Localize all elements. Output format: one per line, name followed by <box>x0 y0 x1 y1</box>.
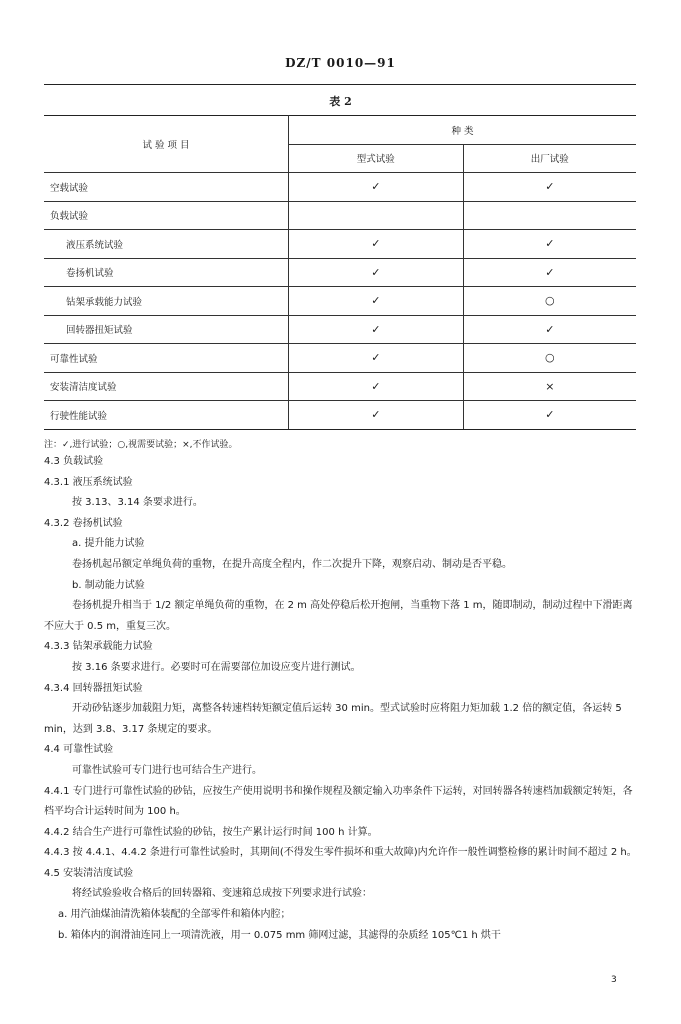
factory-mark: ✓ <box>463 230 636 259</box>
type-mark: ✓ <box>289 230 464 259</box>
col-kind-header: 种 类 <box>289 116 637 145</box>
row-name: 卷扬机试验 <box>44 258 289 287</box>
table-row <box>44 230 636 259</box>
subsection-heading: 4.3.3 钻架承载能力试验 <box>44 641 153 653</box>
col-factory-header: 出厂试验 <box>463 144 636 173</box>
row-name: 液压系统试验 <box>44 230 289 259</box>
item-heading: b. 制动能力试验 <box>72 579 145 591</box>
row-name: 行驶性能试验 <box>44 401 289 430</box>
table-note: 注：✓,进行试验；○,视需要试验；×,不作试验。 <box>44 440 238 450</box>
factory-mark: ○ <box>463 344 636 373</box>
type-mark: ✓ <box>289 401 464 430</box>
row-name: 可靠性试验 <box>44 344 289 373</box>
table-row <box>44 201 636 230</box>
table-row <box>44 173 636 202</box>
col-item-header: 试 验 项 目 <box>44 116 289 173</box>
table-row <box>44 258 636 287</box>
paragraph: 卷扬机提升相当于 1/2 额定单绳负荷的重物，在 2 m 高处停稳后松开抱闸，当重物下落 1 m，随即制动，制动过程中下滑距离不应大于 0.5 m，重复三次。 <box>44 600 633 632</box>
factory-mark: ✓ <box>463 258 636 287</box>
row-name: 钻架承载能力试验 <box>44 287 289 316</box>
paragraph: 卷扬机起吊额定单绳负荷的重物，在提升高度全程内，作二次提升下降，观察启动、制动是否平稳。 <box>72 558 512 570</box>
factory-mark: ✓ <box>463 401 636 430</box>
list-item: a. 用汽油煤油清洗箱体装配的全部零件和箱体内腔； <box>58 909 291 921</box>
type-mark: ✓ <box>289 287 464 316</box>
row-name: 安装清洁度试验 <box>44 372 289 401</box>
item-heading: a. 提升能力试验 <box>72 538 145 550</box>
table-row <box>44 401 636 430</box>
list-item: b. 箱体内的润滑油连同上一项清洗液，用一 0.075 mm 筛网过滤，其滤得的杂质经 105℃1 h 烘干 <box>58 929 501 941</box>
page-number: 3 <box>611 975 617 985</box>
row-name: 空载试验 <box>44 173 289 202</box>
section-heading: 4.3 负载试验 <box>44 456 104 467</box>
paragraph: 可靠性试验可专门进行也可结合生产进行。 <box>72 764 262 776</box>
col-type-header: 型式试验 <box>289 144 464 173</box>
paragraph: 开动砂钻逐步加载阻力矩，离整各转速档转矩额定值后运转 30 min。型式试验时应将阻力矩加载 1.2 倍的额定值，各运转 5 min，达到 3.8、3.17 条规定的要求。 <box>44 703 622 735</box>
factory-mark <box>463 201 636 230</box>
paragraph: 4.4.1 专门进行可靠性试验的砂钻，应按生产使用说明书和操作规程及额定输入功率条件下运转，对回转器各转速档加载额定转矩，各档平均合计运转时间为 100 h。 <box>44 785 633 818</box>
type-mark: ✓ <box>289 258 464 287</box>
paragraph: 将经试验验收合格后的回转器箱、变速箱总成按下列要求进行试验： <box>72 888 372 900</box>
standard-code-header: DZ/T 0010—91 <box>285 56 396 70</box>
table-row <box>44 287 636 316</box>
type-mark: ✓ <box>289 344 464 373</box>
type-mark: ✓ <box>289 173 464 202</box>
table-title: 表 2 <box>329 95 352 108</box>
test-items-table <box>44 115 636 430</box>
table-row <box>44 344 636 373</box>
table-row <box>44 315 636 344</box>
type-mark: ✓ <box>289 372 464 401</box>
subsection-heading: 4.3.2 卷扬机试验 <box>44 517 123 529</box>
section-heading: 4.5 安装清洁度试验 <box>44 867 134 879</box>
paragraph: 4.4.3 按 4.4.1、4.4.2 条进行可靠性试验时，其期间(不得发生零件损坏和重大故障)内允许作一般性调整检修的累计时间不超过 2 h。 <box>44 847 637 859</box>
factory-mark: ✓ <box>463 173 636 202</box>
table-row <box>44 372 636 401</box>
factory-mark: ○ <box>463 287 636 316</box>
section-heading: 4.4 可靠性试验 <box>44 744 114 756</box>
body-text <box>44 452 638 946</box>
factory-mark: ✓ <box>463 315 636 344</box>
row-name: 回转器扭矩试验 <box>44 315 289 344</box>
paragraph: 按 3.16 条要求进行。必要时可在需要部位加设应变片进行测试。 <box>72 661 361 673</box>
header-rule <box>44 84 636 85</box>
factory-mark: × <box>463 372 636 401</box>
type-mark: ✓ <box>289 315 464 344</box>
subsection-heading: 4.3.4 回转器扭矩试验 <box>44 682 143 694</box>
type-mark <box>289 201 464 230</box>
subsection-heading: 4.3.1 液压系统试验 <box>44 476 133 488</box>
paragraph: 按 3.13、3.14 条要求进行。 <box>72 497 203 509</box>
paragraph: 4.4.2 结合生产进行可靠性试验的砂钻，按生产累计运行时间 100 h 计算。 <box>44 826 378 838</box>
row-name: 负载试验 <box>44 201 289 230</box>
